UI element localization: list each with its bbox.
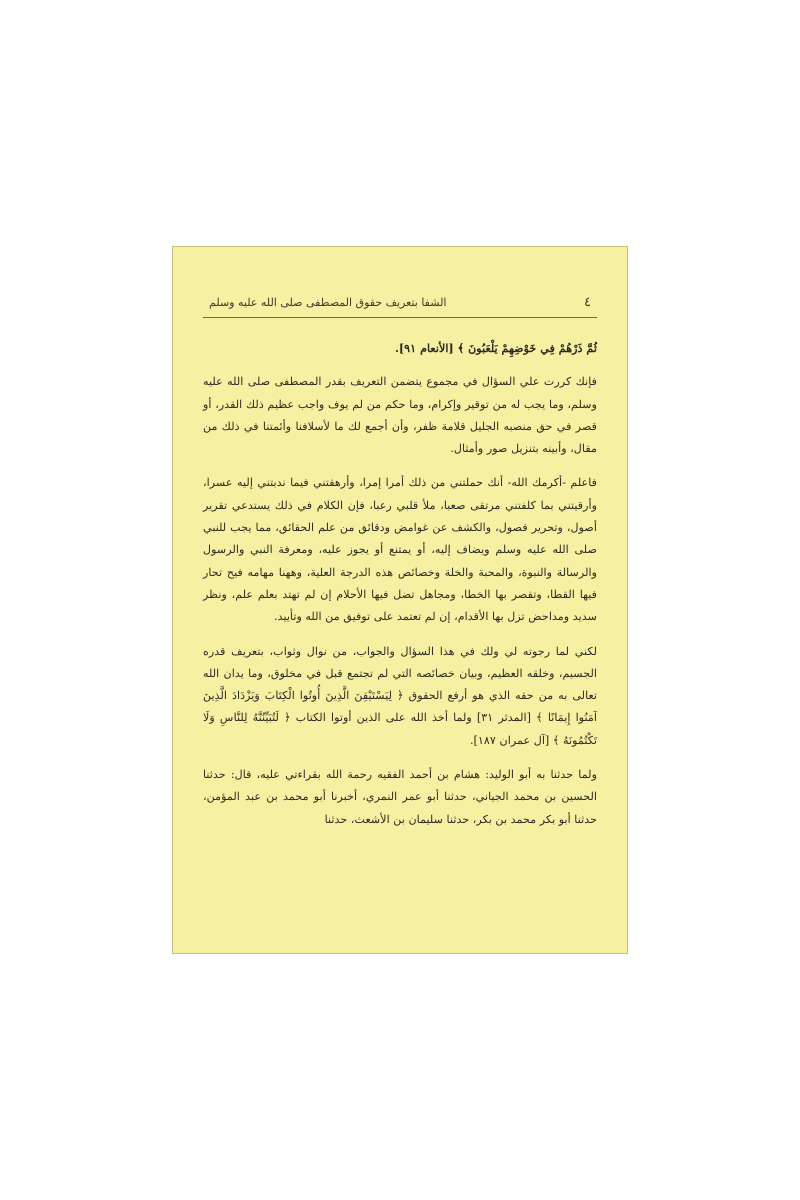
paragraph-request: فإنك كررت علي السؤال في مجموع يتضمن التعريف بقدر المصطفى صلى الله عليه وسلم، وما يجب له من توقير وإكرام، وما حكم من لم يوف واجب عظيم ذلك القدر، أو قصر في حق منصبه الجليل قلامة ظفر، وأن أجمع لك ما لأسلافنا وأئمتنا في ذلك من مقال، وأبينه بتنزيل صور وأمثال. (203, 375, 597, 456)
paragraph-know: فاعلم -أكرمك الله- أنك حملتني من ذلك أمرا إمرا، وأرهقتني فيما ندبتني إليه عسرا، وأرقيتني بما كلفتني مرتقى صعبا، ملأ قلبي رعبا، فإن الكلام في ذلك يستدعي تقرير أصول، وتحرير فصول، والكشف عن غوامض ودقائق من علم الحقائق، مما يجب للنبي صلى الله عليه وسلم ويضاف إليه، أو يمتنع أو يجوز عليه، ومعرفة النبي والرسول والرسالة والنبوة، والمحبة والخلة وخصائص هذه الدرجة العلية، وههنا مهامه فيح تحار فيها القطا، وتقصر بها الخطا، ومجاهل تضل فيها الأحلام إن لم تهتد بعلم علم، ونظر سديد ومداحض تزل بها الأقدام، إن لم تعتمد على توفيق من الله وتأييد. (203, 476, 597, 624)
paragraph-however: لكني لما رجوته لي ولك في هذا السؤال والجواب، من نوال وثواب، بتعريف قدره الجسيم، وخلقه العظيم، وبيان خصائصه التي لم تجتمع قبل في مخلوق، وما يدان الله تعالى به من حقه الذي هو أرفع الحقوق ﴿ لِيَسْتَيْقِنَ الَّذِينَ أُوتُوا الْكِتَابَ وَيَزْدَادَ الَّذِينَ آمَنُوا إِيمَانًا ﴾ [المدثر ٣١] ولما أخذ الله على الذين أوتوا الكتاب ﴿ لَتُبَيِّنُنَّهُ لِلنَّاسِ وَلَا تَكْتُمُونَهُ ﴾ [آل عمران ١٨٧]. (203, 644, 597, 747)
paragraph-verse-ending: ثُمَّ ذَرْهُمْ فِي خَوْضِهِمْ يَلْعَبُونَ ﴾ [الأنعام ٩١]. (394, 341, 597, 355)
page-number: ٤ (584, 295, 591, 310)
book-page (172, 246, 628, 954)
page-body (203, 337, 597, 843)
page-header (203, 295, 597, 318)
paragraph-narration: ولما حدثنا به أبو الوليد: هشام بن أحمد الفقيه رحمة الله بقراءتي عليه، قال: حدثنا الحسين بن محمد الجياني، حدثنا أبو عمر النمري، أخبرنا أبو محمد بن عبد المؤمن، حدثنا أبو بكر محمد بن بكر، حدثنا سليمان بن الأشعث، حدثنا (203, 768, 597, 826)
running-title: الشفا بتعريف حقوق المصطفى صلى الله عليه وسلم (209, 296, 447, 309)
